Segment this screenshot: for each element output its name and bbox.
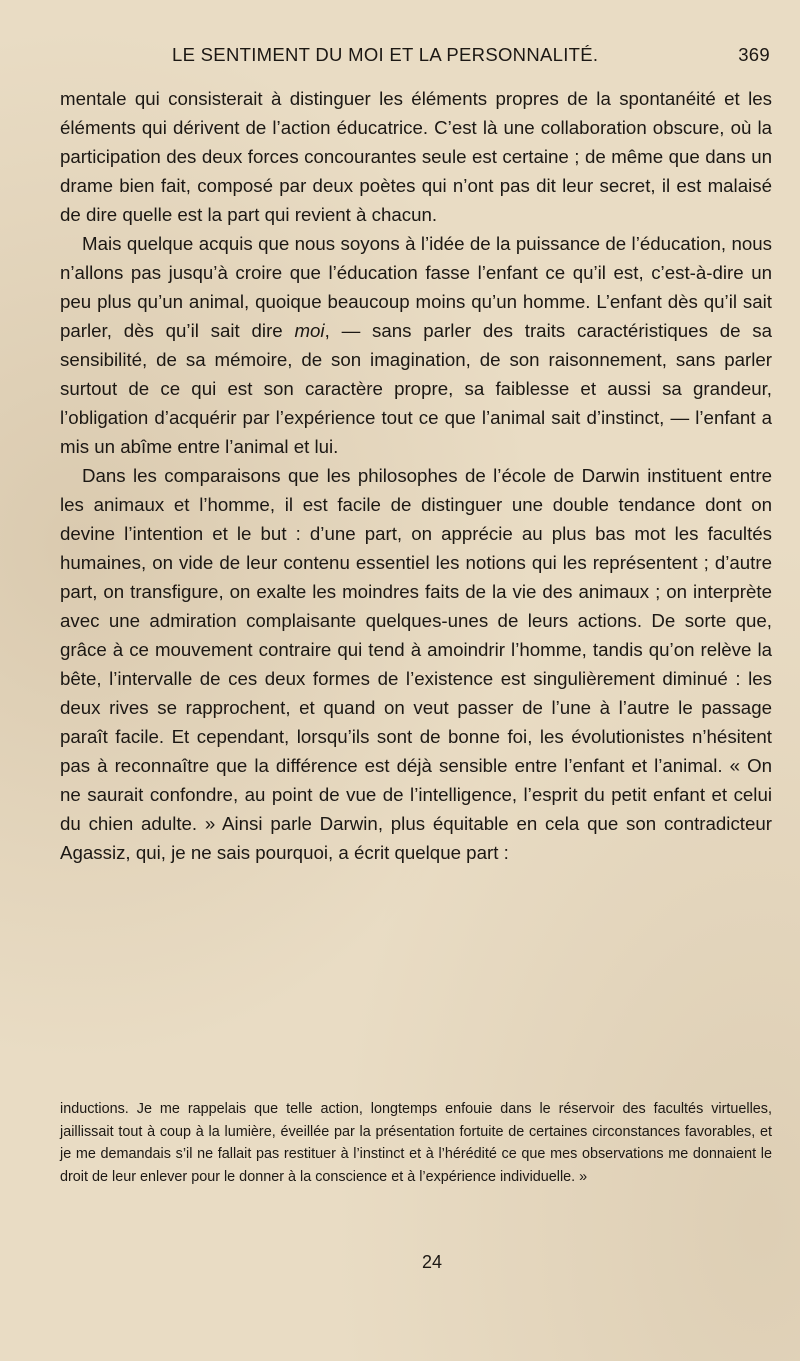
main-text [60, 84, 772, 867]
signature-mark: 24 [422, 1252, 443, 1272]
paragraph-1: mentale qui consisterait à distinguer les éléments propres de la spontanéité et les éléments qui dérivent de l’action éducatrice. C’est là une collaboration obscure, où la participation des deux forces concourantes seule est certaine ; de même que dans un drame bien fait, composé par deux poètes qui n’ont pas dit leur secret, il est malaisé de dire quelle est la part qui revient à chacun. [60, 88, 772, 225]
paragraph-2 [60, 229, 772, 461]
footnote [60, 1098, 772, 1188]
paragraph-2-part-1: Mais quelque acquis que nous soyons à l’idée de la puissance de l’éducation, nous n’allons pas jusqu’à croire que l’éducation fasse l’enfant ce qu’il est, c’est-à-dire un peu plus qu’un animal, quoique beaucoup moins qu’un homme. L’enfant dès qu’il sait parler, dès qu’il sait dire [60, 233, 772, 341]
page-number: 369 [738, 44, 770, 65]
running-title: LE SENTIMENT DU MOI ET LA PERSONNALITÉ. [172, 44, 599, 65]
running-header [60, 44, 770, 74]
paragraph-3: Dans les comparaisons que les philosophes de l’école de Darwin instituent entre les animaux et l’homme, il est facile de distinguer une double tendance dont on devine l’intention et le but : d’une part, on apprécie au plus bas mot les facultés humaines, on vide de leur contenu essentiel les notions qui les représentent ; d’autre part, on transfigure, on exalte les moindres faits de la vie des animaux ; on interprète avec une admiration complaisante quelques-unes de leurs actions. De sorte que, grâce à ce mouvement contraire qui tend à amoindrir l’homme, tandis qu’on relève la bête, l’intervalle de ces deux formes de l’existence est singulièrement diminué : les deux rives se rapprochent, et quand on veut passer de l’une à l’autre le passage paraît facile. Et cependant, lorsqu’ils sont de bonne foi, les évolutionistes n’hésitent pas à reconnaître que la différence est déjà sensible entre l’enfant et l’animal. « On ne saurait confondre, au point de vue de l’intelligence, l’esprit du petit enfant et celui du chien adulte. » Ainsi parle Darwin, plus équitable en cela que son contradicteur Agassiz, qui, je ne sais pourquoi, a écrit quelque part : [60, 465, 772, 863]
footnote-text: inductions. Je me rappelais que telle action, longtemps enfouie dans le réservoir des facultés virtuelles, jaillissait tout à coup à la lumière, éveillée par la présentation fortuite de certaines circonstances favorables, et je me demandais s’il ne fallait pas restituer à l’instinct et à l’hérédité ce que mes observations me donnaient le droit de leur enlever pour le donner à la conscience et à l’expérience individuelle. » [60, 1101, 772, 1185]
italic-moi: moi [294, 320, 325, 341]
paragraph-2-part-2: , — sans parler des traits caractéristiques de sa sensibilité, de sa mémoire, de son imagination, de son raisonnement, sans parler surtout de ce qui est son caractère propre, sa faiblesse et aussi sa grandeur, l’obligation d’acquérir par l’expérience tout ce que l’animal sait d’instinct, — l’enfant a mis un abîme entre l’animal et lui. [60, 320, 772, 457]
